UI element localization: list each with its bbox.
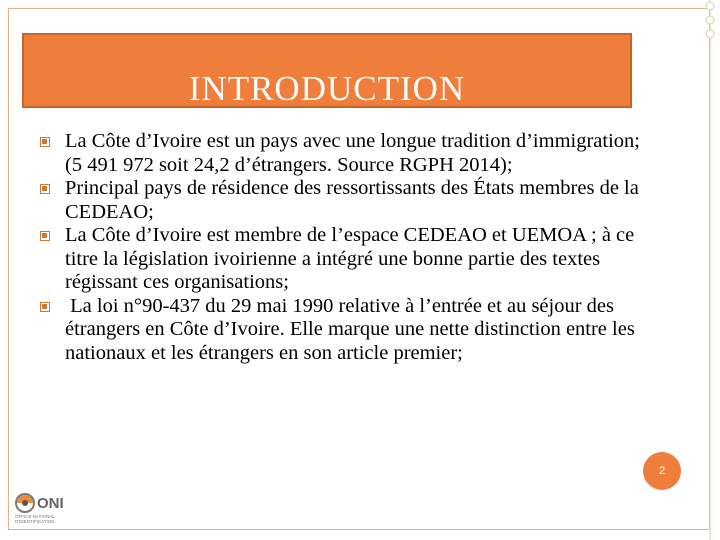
timeline-decoration xyxy=(700,0,720,540)
oni-logo xyxy=(12,491,92,525)
title-banner xyxy=(22,33,632,108)
svg-text:ONI: ONI xyxy=(37,495,64,512)
svg-text:D'IDENTIFICATION: D'IDENTIFICATION xyxy=(15,519,55,524)
bullet-text: Principal pays de résidence des ressortissants des États membres de la CEDEAO; xyxy=(65,177,639,223)
square-bullet-icon xyxy=(40,137,50,147)
bullet-item xyxy=(40,295,640,366)
bullet-item xyxy=(40,177,640,224)
page-number-badge: 2 xyxy=(643,452,681,490)
square-bullet-icon xyxy=(40,184,50,194)
svg-text:OFFICE NATIONAL: OFFICE NATIONAL xyxy=(15,514,55,519)
bullet-text: La loi n°90-437 du 29 mai 1990 relative à l’entrée et au séjour des étrangers en Côte d’Ivoire. Elle marque une nette distinction entre les nationaux et les étrangers en son article premier; xyxy=(65,294,640,364)
bullet-text: La Côte d’Ivoire est un pays avec une longue tradition d’immigration; (5 491 972 soit 24,2 d’étrangers. Source RGPH 2014); xyxy=(65,130,640,176)
square-bullet-icon xyxy=(40,231,50,241)
bullet-item xyxy=(40,224,640,295)
square-bullet-icon xyxy=(40,302,50,312)
slide-title: INTRODUCTION xyxy=(188,69,466,108)
bullet-item xyxy=(40,130,640,177)
bullet-list xyxy=(40,130,640,365)
bullet-text: La Côte d’Ivoire est membre de l’espace CEDEAO et UEMOA ; à ce titre la législation ivoirienne a intégré une bonne partie des textes régissant ces organisations; xyxy=(65,224,635,293)
